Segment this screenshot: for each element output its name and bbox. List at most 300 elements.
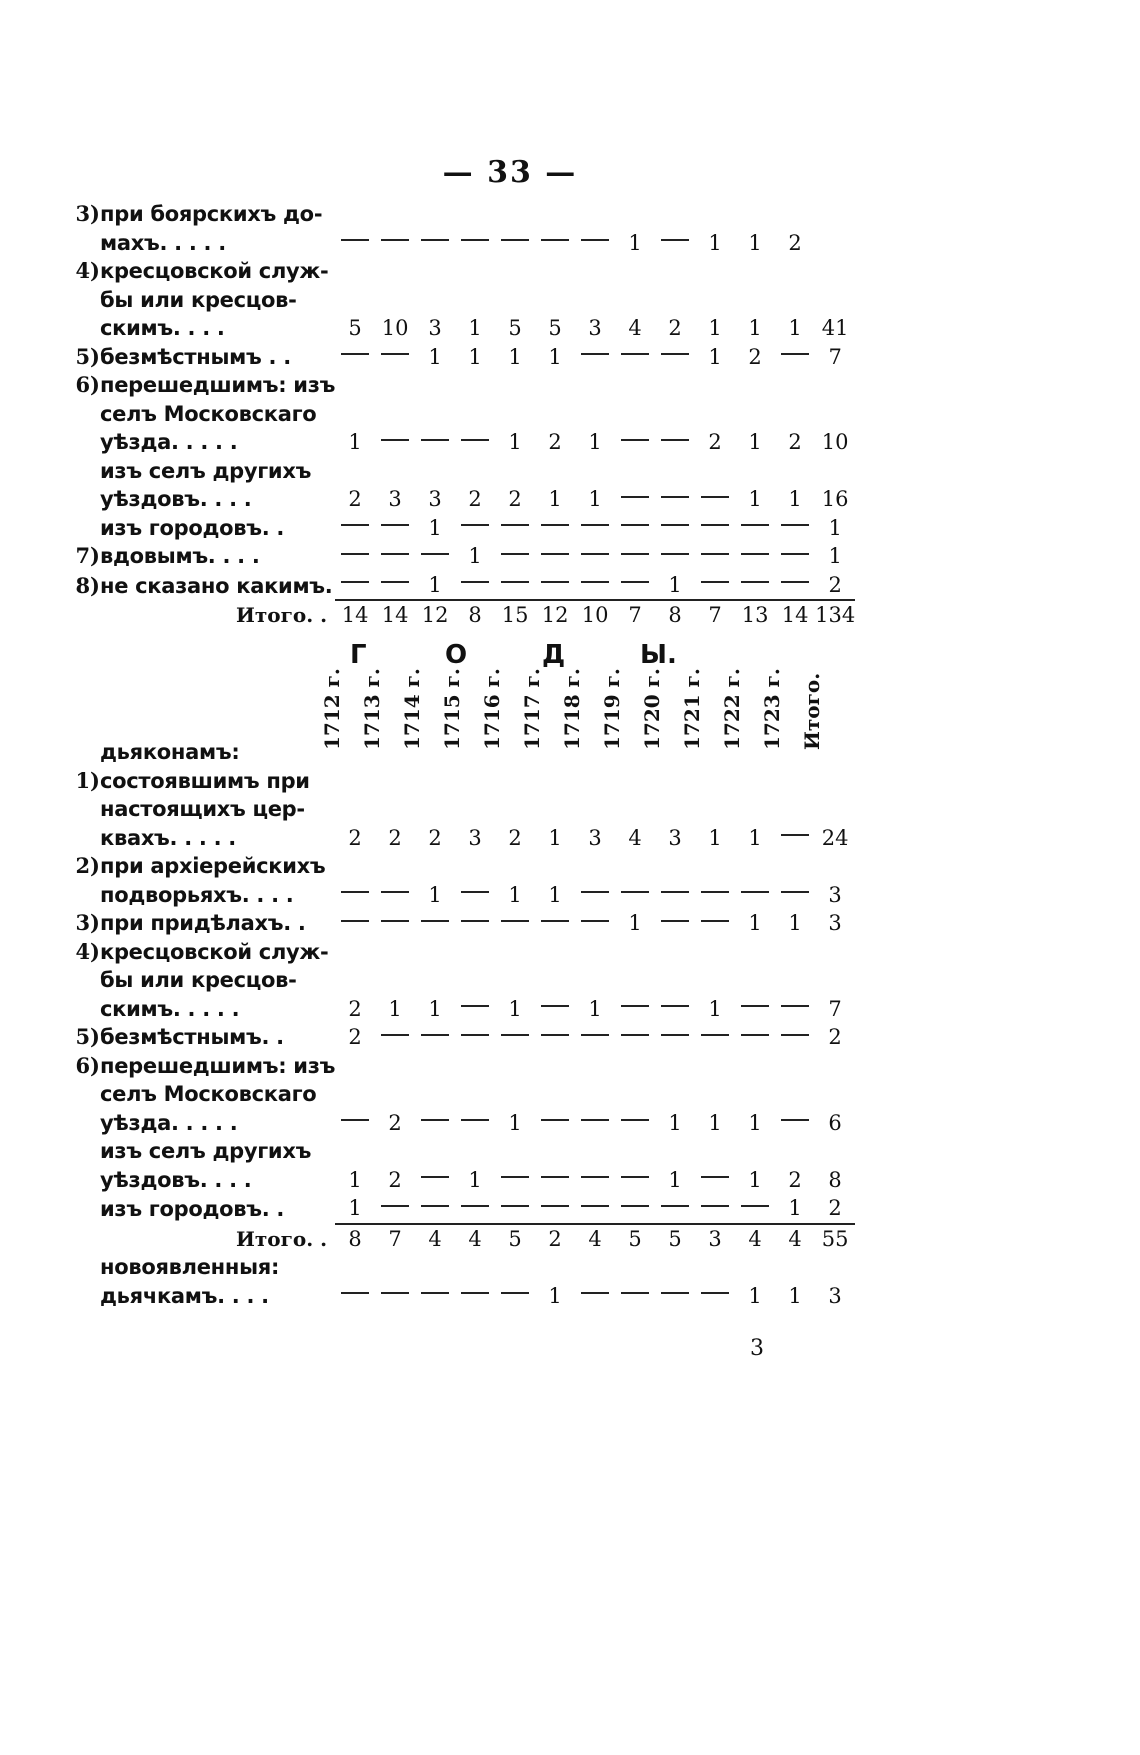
dash-mark [341,920,369,922]
year-cell [655,229,695,258]
dash-mark [581,1205,609,1207]
dash-mark [501,1205,529,1207]
total-cell: 2 [535,1224,575,1254]
table-row [60,881,855,910]
year-cell [415,229,455,258]
row-label: изъ селъ другихъ [100,1139,312,1163]
row-label: безмѣстнымъ . . [100,344,291,369]
row-total: 1 [828,544,842,568]
dash-mark [621,891,649,893]
year-cell: 2 [348,996,362,1021]
year-cell: 1 [508,882,522,907]
year-cell [655,514,695,543]
year-cell: 2 [348,1025,362,1049]
table-row [60,1023,855,1052]
dash-mark [581,1176,609,1178]
year-cell: 4 [628,825,642,850]
dash-mark [381,1205,409,1207]
dash-mark [501,1292,529,1294]
dash-mark [701,891,729,893]
year-cell: 3 [428,487,442,511]
year-cell: 1 [788,911,802,935]
dash-mark [381,891,409,893]
dash-mark [701,1292,729,1294]
year-cell [615,485,655,514]
year-cell [375,1023,415,1052]
total-row [60,1224,855,1254]
year-cell [495,542,535,571]
year-cell [575,571,615,601]
year-cell [615,881,655,910]
dash-mark [461,920,489,922]
dash-mark [381,239,409,241]
year-cell [695,1166,735,1195]
row-total: 3 [828,911,842,935]
year-cell: 1 [668,1110,682,1135]
dash-mark [421,1292,449,1294]
header-letter-d: Д [542,640,566,670]
dash-mark [461,1205,489,1207]
year-cell: 2 [348,825,362,850]
row-index: 3) [75,201,100,226]
year-cell: 1 [788,487,802,511]
year-cell [615,428,655,457]
row-total: 3 [828,1283,842,1308]
year-cell [455,995,495,1024]
dash-mark [581,353,609,355]
dash-mark [461,524,489,526]
year-cell [695,1282,735,1311]
total-cell: 7 [375,1224,415,1254]
dash-mark [621,1005,649,1007]
dash-mark [421,239,449,241]
year-cell: 1 [708,230,722,255]
year-cell: 1 [548,1283,562,1308]
dash-mark [621,1119,649,1121]
row-index: 5) [75,1024,100,1049]
year-cell: 1 [388,996,402,1021]
year-cell: 1 [548,882,562,907]
year-cell [455,1282,495,1311]
table-row [60,966,855,995]
year-cell: 1 [468,344,482,369]
dash-mark [461,239,489,241]
row-label: уѣздовъ. . . . [100,1167,252,1192]
dash-mark [541,239,569,241]
row-label: перешедшимъ: изъ [100,373,336,397]
table-row [60,824,855,853]
row-total: 2 [828,572,842,597]
table-row [60,200,855,229]
dash-mark [541,1205,569,1207]
year-cell [495,1166,535,1195]
year-cell [455,909,495,938]
year-cell [575,881,615,910]
row-index [60,457,100,486]
year-cell: 1 [548,487,562,511]
row-label: при боярскихъ до- [100,202,323,226]
row-label: изъ селъ другихъ [100,458,312,483]
dash-mark [341,239,369,241]
year-cell: 1 [348,1196,362,1220]
year-cell [615,1166,655,1195]
year-cell [415,1166,455,1195]
year-label-text: 1719 г. [600,668,624,750]
dash-mark [781,1119,809,1121]
total-cell: 5 [655,1224,695,1254]
table-row [60,571,855,601]
dash-mark [541,581,569,583]
year-cell [415,542,455,571]
year-cell [335,542,375,571]
total-cell: 12 [535,600,575,630]
row-total: 10 [821,430,849,454]
row-index: 4) [75,258,100,283]
table-row [60,909,855,938]
year-cell [655,881,695,910]
year-cell: 3 [588,825,602,850]
dash-mark [541,1119,569,1121]
dash-mark [541,524,569,526]
row-total: 3 [828,882,842,907]
dash-mark [781,834,809,836]
year-cell [495,571,535,601]
table-row [60,343,855,372]
dash-mark [621,353,649,355]
total-cell: 7 [695,600,735,630]
dash-mark [741,1005,769,1007]
year-cell [415,428,455,457]
dash-mark [701,496,729,498]
year-cell [735,514,775,543]
dash-mark [341,581,369,583]
year-cell: 1 [508,1110,522,1135]
row-label: уѣздовъ. . . . [100,487,252,511]
dash-mark [781,1034,809,1036]
year-cell: 1 [748,430,762,454]
year-cell [495,1282,535,1311]
dash-mark [621,1205,649,1207]
year-cell [455,1194,495,1224]
year-cell [335,343,375,372]
year-cell [575,1194,615,1224]
row-total: 6 [828,1110,842,1135]
year-cell: 1 [428,996,442,1021]
year-cell: 5 [348,316,362,340]
year-cell [575,542,615,571]
total-label: Итого. . [235,603,328,627]
dash-mark [621,524,649,526]
total-cell: 7 [615,600,655,630]
row-label: дьячкамъ. . . . [100,1283,269,1308]
year-cell: 1 [748,1110,762,1135]
year-cell [375,1282,415,1311]
year-cell [775,514,815,543]
year-cell [535,995,575,1024]
year-cell: 2 [468,487,482,511]
year-cell: 2 [788,1167,802,1192]
year-cell [335,229,375,258]
year-cell: 5 [548,316,562,340]
year-cell: 1 [588,996,602,1021]
row-label: не сказано какимъ. [100,573,333,598]
row-total: 8 [828,1167,842,1192]
row-total: 2 [828,1025,842,1049]
dash-mark [501,1176,529,1178]
row-index: 3) [75,910,100,935]
year-label-text: 1716 г. [480,668,504,750]
year-cell [375,909,415,938]
year-cell: 10 [381,316,409,340]
dash-mark [621,496,649,498]
dash-mark [461,581,489,583]
dash-mark [501,524,529,526]
dash-mark [661,1292,689,1294]
year-cell: 2 [748,344,762,369]
total-cell: 4 [575,1224,615,1254]
dash-mark [621,1292,649,1294]
dash-mark [381,524,409,526]
year-cell: 1 [708,1110,722,1135]
year-cell: 2 [708,430,722,454]
total-cell: 8 [455,600,495,630]
table-row [60,1166,855,1195]
year-cell [655,995,695,1024]
year-cell [695,571,735,601]
total-cell: 5 [615,1224,655,1254]
year-cell [655,428,695,457]
section-subtitle: новоявленныя: [100,1255,280,1279]
row-total: 41 [821,316,849,340]
year-cell [335,881,375,910]
row-label: селъ Московскаго [100,1082,317,1106]
year-cell: 1 [788,1283,802,1308]
year-cell: 1 [348,1167,362,1192]
dash-mark [741,1034,769,1036]
year-cell: 1 [748,316,762,340]
dash-mark [621,553,649,555]
year-cell: 1 [788,316,802,340]
total-row [60,600,855,630]
dash-mark [341,1292,369,1294]
year-cell [535,1194,575,1224]
year-cell: 1 [428,882,442,907]
year-cell [375,881,415,910]
year-cell [695,542,735,571]
year-cell [775,1023,815,1052]
year-cell: 1 [588,487,602,511]
year-cell: 1 [508,996,522,1021]
year-cell [615,1194,655,1224]
year-cell [415,1194,455,1224]
table-row [60,1253,855,1282]
year-label-text: 1723 г. [760,668,784,750]
year-cell: 1 [428,572,442,597]
total-cell: 8 [655,600,695,630]
footer-mark: 3 [750,1336,764,1361]
year-cell [495,909,535,938]
year-cell: 1 [468,544,482,568]
year-cell [695,514,735,543]
dash-mark [381,553,409,555]
dash-mark [781,553,809,555]
year-cell [375,229,415,258]
dash-mark [781,353,809,355]
year-cell: 1 [468,1167,482,1192]
dash-mark [661,1205,689,1207]
dash-mark [701,524,729,526]
total-cell: 15 [495,600,535,630]
year-label-text: Итого. [800,672,824,750]
year-cell [615,1023,655,1052]
year-cell [415,1023,455,1052]
row-index: 7) [75,543,100,568]
row-label: изъ городовъ. . [100,515,285,540]
table-row [60,371,855,400]
dash-mark [381,581,409,583]
year-cell [575,514,615,543]
dash-mark [421,1034,449,1036]
row-label: скимъ. . . . [100,316,225,340]
year-label-text: 1715 г. [440,668,464,750]
year-cell [535,514,575,543]
table-row [60,852,855,881]
row-label: кресцовской служ- [100,939,329,964]
dash-mark [701,1176,729,1178]
year-cell: 1 [548,825,562,850]
year-cell [695,881,735,910]
header-letter-o: О [445,640,468,670]
year-label-text: 1714 г. [400,668,424,750]
year-cell [655,343,695,372]
dash-mark [341,524,369,526]
dash-mark [541,1034,569,1036]
dash-mark [741,524,769,526]
dash-mark [541,553,569,555]
year-cell: 2 [508,825,522,850]
year-cell [575,229,615,258]
dash-mark [421,1176,449,1178]
dash-mark [581,581,609,583]
year-cell [575,343,615,372]
year-cell [455,1023,495,1052]
year-cell [575,909,615,938]
table-row [60,795,855,824]
dash-mark [661,439,689,441]
dash-mark [701,920,729,922]
year-label-text: 1712 г. [320,668,344,750]
row-total: 2 [828,1196,842,1220]
dash-mark [621,581,649,583]
year-cell: 1 [588,430,602,454]
year-cell: 1 [628,911,642,935]
row-index: 8) [75,572,100,598]
year-cell: 1 [508,344,522,369]
dash-mark [501,1034,529,1036]
year-cell [695,485,735,514]
year-cell [615,995,655,1024]
year-cell [735,995,775,1024]
row-label: подворьяхъ. . . . [100,882,294,907]
row-total: 7 [828,996,842,1021]
table-row [60,938,855,967]
year-cell [615,1282,655,1311]
year-cell [735,1194,775,1224]
year-cell [655,542,695,571]
total-cell: 4 [735,1224,775,1254]
total-cell: 134 [815,600,855,630]
dash-mark [781,891,809,893]
row-label: селъ Московскаго [100,401,317,426]
year-cell [615,571,655,601]
year-cell [775,995,815,1024]
dash-mark [381,353,409,355]
dash-mark [701,1034,729,1036]
year-cell: 2 [388,825,402,850]
year-cell: 1 [748,230,762,255]
dash-mark [741,581,769,583]
row-label: состоявшимъ при [100,768,310,793]
row-index: 6) [75,1052,100,1078]
table-row [60,485,855,514]
year-cell: 1 [428,344,442,369]
dash-mark [661,553,689,555]
year-cell [575,1282,615,1311]
dash-mark [381,920,409,922]
year-cell [735,881,775,910]
dash-mark [501,239,529,241]
dash-mark [501,553,529,555]
dash-mark [501,581,529,583]
dash-mark [781,1005,809,1007]
year-cell: 1 [748,1283,762,1308]
row-index: 5) [75,343,100,369]
dash-mark [701,1205,729,1207]
year-cell [535,1109,575,1138]
year-cell [535,542,575,571]
row-index: 2) [75,853,100,878]
year-cell: 1 [548,344,562,369]
dash-mark [421,553,449,555]
dash-mark [781,581,809,583]
year-cell: 3 [588,316,602,340]
dash-mark [661,920,689,922]
row-label: уѣзда. . . . . [100,430,238,454]
row-label: кресцовской служ- [100,259,329,283]
year-cell [375,571,415,601]
dash-mark [341,891,369,893]
year-cell: 1 [748,1167,762,1192]
year-cell [735,571,775,601]
year-cell: 5 [508,316,522,340]
year-cell [655,1194,695,1224]
row-label: скимъ. . . . . [100,996,240,1021]
row-index: 6) [75,372,100,397]
table-row [60,1052,855,1081]
year-cell [735,542,775,571]
row-total: 16 [821,487,849,511]
table-row [60,542,855,571]
table-row [60,1080,855,1109]
year-cell: 3 [668,825,682,850]
header-letter-g: Г [350,640,367,670]
table-row [60,767,855,796]
table-row [60,995,855,1024]
year-cell [535,1023,575,1052]
year-cell [615,542,655,571]
total-cell: 8 [335,1224,375,1254]
year-cell [375,343,415,372]
